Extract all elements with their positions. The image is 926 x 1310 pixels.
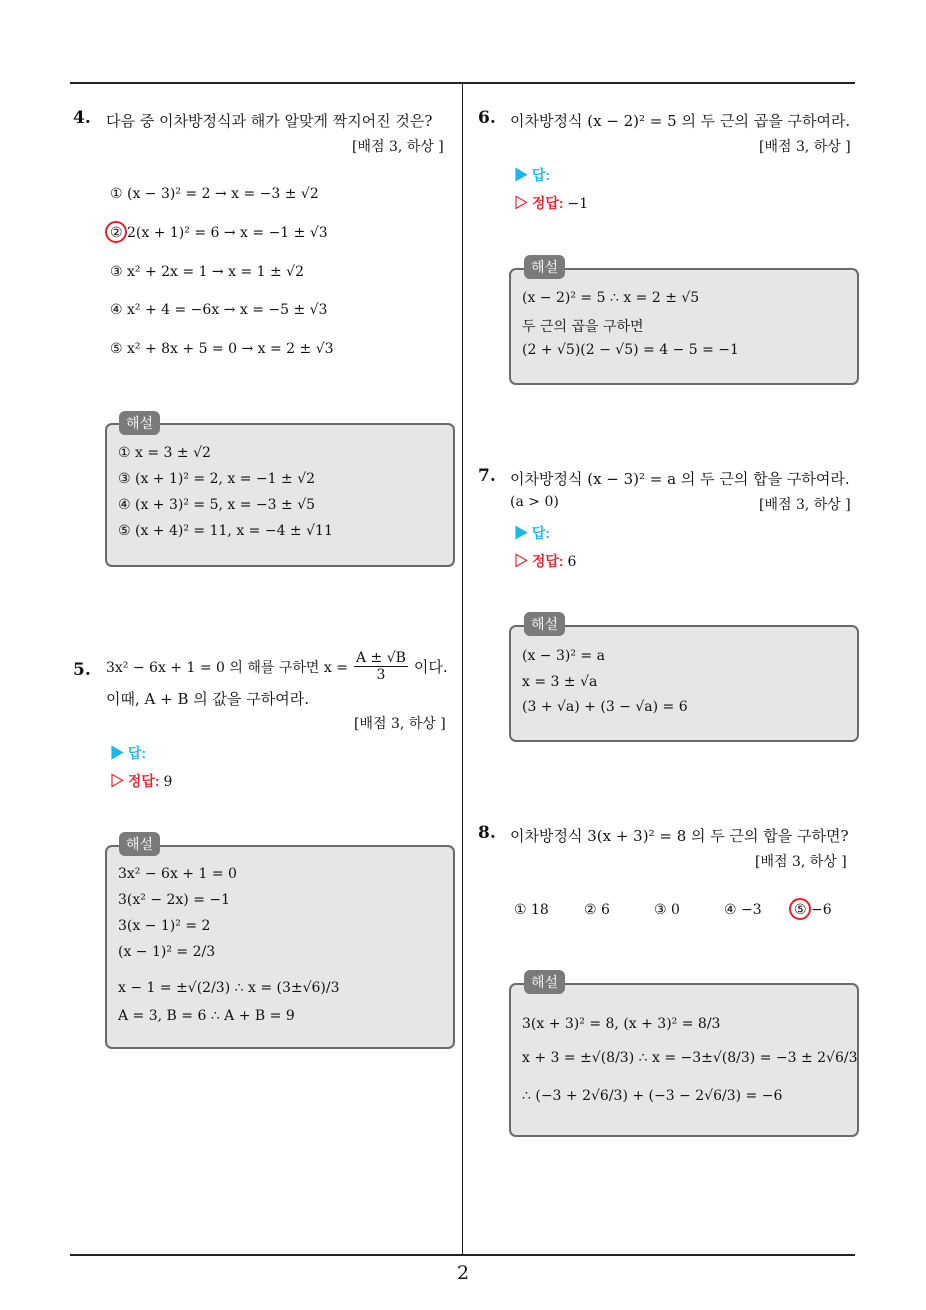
solution-line: ③ (x + 1)² = 2, x = −1 ± √2 bbox=[118, 471, 316, 487]
question-text: 이차방정식 (x − 3)² = a 의 두 근의 합을 구하여라. bbox=[510, 470, 850, 488]
correct-label: ▷ 정답: bbox=[514, 553, 564, 569]
question-number: 8. bbox=[478, 823, 496, 843]
solution-line: A = 3, B = 6 ∴ A + B = 9 bbox=[118, 1008, 295, 1024]
answer-label: ▶ 답: bbox=[514, 525, 551, 541]
question-text-part: 3x² − 6x + 1 = 0 의 해를 구하면 x = bbox=[106, 659, 348, 676]
fraction bbox=[354, 650, 408, 683]
correct-label: ▷ 정답: bbox=[110, 773, 160, 789]
question-number: 6. bbox=[478, 108, 496, 128]
fraction-numerator: A ± √B bbox=[355, 650, 406, 666]
score-label: [배점 3, 하상 ] bbox=[354, 716, 446, 732]
answer-input-label[interactable] bbox=[514, 523, 550, 543]
answer-input-label[interactable] bbox=[110, 743, 146, 763]
score-label: [배점 3, 하상 ] bbox=[759, 139, 851, 155]
column-divider bbox=[462, 83, 463, 1255]
score-label: [배점 3, 하상 ] bbox=[759, 497, 851, 513]
solution-tag: 해설 bbox=[524, 612, 565, 636]
answer-label: ▶ 답: bbox=[110, 745, 147, 761]
option-4[interactable]: ④ −3 bbox=[724, 902, 762, 918]
option-2[interactable]: ② 6 bbox=[584, 902, 610, 918]
correct-answer bbox=[514, 551, 576, 571]
option-2[interactable]: ② 2(x + 1)² = 6 → x = −1 ± √3 bbox=[110, 225, 328, 241]
bottom-rule bbox=[70, 1254, 855, 1256]
solution-line: (3 + √a) + (3 − √a) = 6 bbox=[522, 699, 688, 715]
solution-line: ① x = 3 ± √2 bbox=[118, 445, 211, 461]
option-5[interactable]: ⑤ −6 bbox=[794, 902, 832, 918]
option-3[interactable]: ③ 0 bbox=[654, 902, 680, 918]
question-text: 이차방정식 3(x + 3)² = 8 의 두 근의 합을 구하면? bbox=[510, 827, 849, 845]
solution-tag: 해설 bbox=[524, 970, 565, 994]
solution-line: ④ (x + 3)² = 5, x = −3 ± √5 bbox=[118, 497, 316, 513]
score-label: [배점 3, 하상 ] bbox=[755, 854, 847, 870]
solution-line: 3(x + 3)² = 8, (x + 3)² = 8/3 bbox=[522, 1016, 721, 1032]
option-5[interactable]: ⑤ x² + 8x + 5 = 0 → x = 2 ± √3 bbox=[110, 341, 334, 357]
solution-line: 3x² − 6x + 1 = 0 bbox=[118, 866, 237, 882]
option-1[interactable]: ① 18 bbox=[514, 902, 549, 918]
correct-answer bbox=[110, 771, 172, 791]
answer-label: ▶ 답: bbox=[514, 167, 551, 183]
solution-line: x + 3 = ±√(8/3) ∴ x = −3±√(8/3) = −3 ± 2√6/3 bbox=[522, 1050, 858, 1066]
question-text bbox=[106, 650, 448, 683]
question-text: 이차방정식 (x − 2)² = 5 의 두 근의 곱을 구하여라. bbox=[510, 112, 851, 130]
correct-value: 9 bbox=[163, 774, 173, 790]
option-4[interactable]: ④ x² + 4 = −6x → x = −5 ± √3 bbox=[110, 302, 328, 318]
page-number: 2 bbox=[456, 1262, 470, 1284]
solution-tag: 해설 bbox=[119, 832, 160, 856]
question-number: 5. bbox=[73, 660, 91, 680]
question-condition: (a > 0) bbox=[510, 494, 559, 510]
question-text-line2: 이때, A + B 의 값을 구하여라. bbox=[106, 690, 309, 708]
solution-tag: 해설 bbox=[119, 411, 160, 435]
score-label: [배점 3, 하상 ] bbox=[352, 139, 444, 155]
correct-label: ▷ 정답: bbox=[514, 195, 564, 211]
fraction-denominator: 3 bbox=[376, 667, 386, 683]
answer-input-label[interactable] bbox=[514, 165, 550, 185]
solution-line: 두 근의 곱을 구하면 bbox=[522, 319, 644, 335]
question-number: 4. bbox=[73, 108, 91, 128]
solution-line: (x − 2)² = 5 ∴ x = 2 ± √5 bbox=[522, 290, 700, 306]
solution-line: x = 3 ± √a bbox=[522, 674, 598, 690]
solution-line: (x − 3)² = a bbox=[522, 648, 605, 664]
solution-line: x − 1 = ±√(2/3) ∴ x = (3±√6)/3 bbox=[118, 980, 340, 996]
solution-tag: 해설 bbox=[524, 255, 565, 279]
option-1[interactable]: ① (x − 3)² = 2 → x = −3 ± √2 bbox=[110, 186, 319, 202]
option-3[interactable]: ③ x² + 2x = 1 → x = 1 ± √2 bbox=[110, 264, 305, 280]
solution-line: (2 + √5)(2 − √5) = 4 − 5 = −1 bbox=[522, 342, 739, 358]
solution-line: (x − 1)² = 2/3 bbox=[118, 944, 216, 960]
answer-mark-circle bbox=[105, 221, 127, 243]
question-text: 다음 중 이차방정식과 해가 알맞게 짝지어진 것은? bbox=[106, 112, 433, 130]
solution-line: ∴ (−3 + 2√6/3) + (−3 − 2√6/3) = −6 bbox=[522, 1088, 783, 1104]
question-text-end: 이다. bbox=[413, 658, 448, 676]
solution-line: ⑤ (x + 4)² = 11, x = −4 ± √11 bbox=[118, 523, 333, 539]
solution-line: 3(x² − 2x) = −1 bbox=[118, 892, 231, 908]
answer-mark-circle bbox=[789, 898, 811, 920]
correct-value: −1 bbox=[567, 196, 589, 212]
solution-line: 3(x − 1)² = 2 bbox=[118, 918, 211, 934]
correct-value: 6 bbox=[567, 554, 577, 570]
correct-answer bbox=[514, 193, 588, 213]
question-number: 7. bbox=[478, 466, 496, 486]
